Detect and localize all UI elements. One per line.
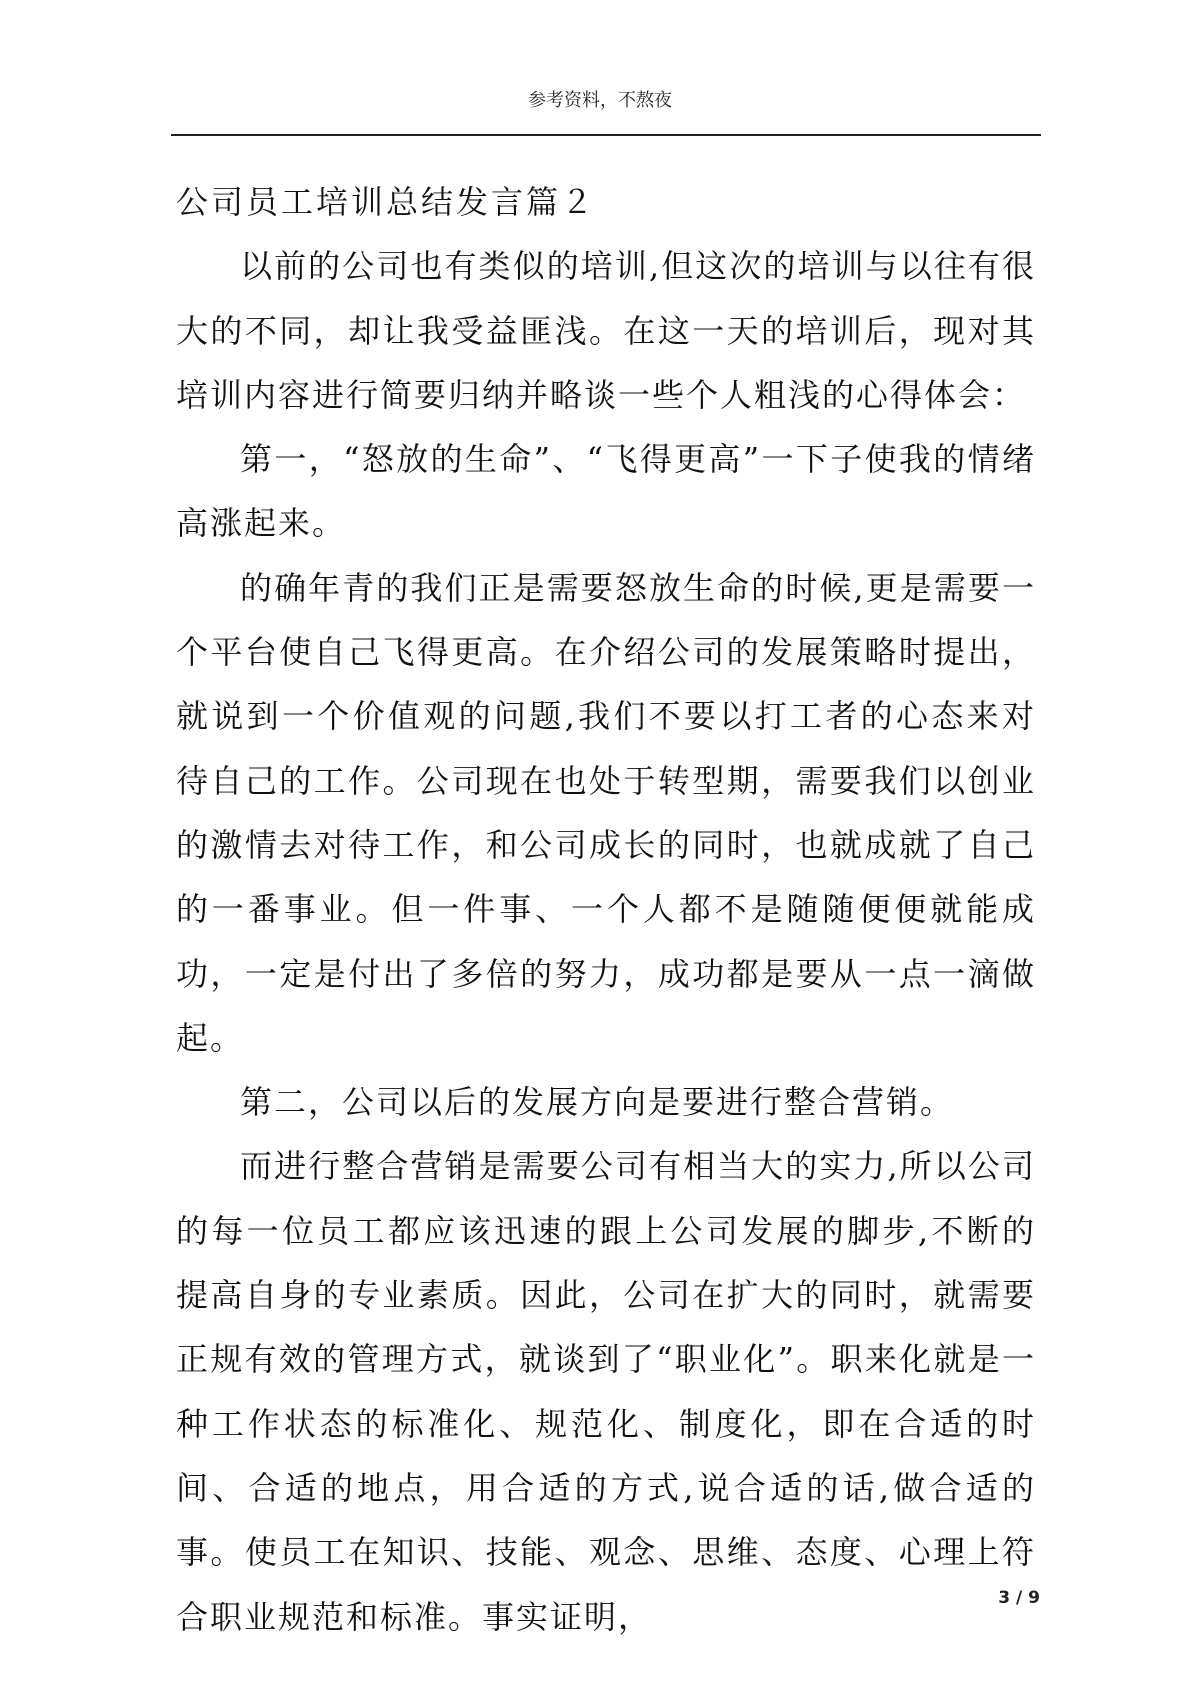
paragraph-2: 第一，“怒放的生命”、“飞得更高”一下子使我的情绪高涨起来。 <box>176 440 1036 543</box>
document-body <box>176 170 1036 1649</box>
paragraph-1: 以前的公司也有类似的培训,但这次的培训与以往有很大的不同，却让我受益匪浅。在这一天的培训后，现对其培训内容进行简要归纳并略谈一些个人粗浅的心得体会： <box>176 247 1036 414</box>
page-number: 3 / 9 <box>998 1588 1040 1608</box>
paragraph-3: 的确年青的我们正是需要怒放生命的时候,更是需要一个平台使自己飞得更高。在介绍公司的发展策略时提出，就说到一个价值观的问题,我们不要以打工者的心态来对待自己的工作。公司现在也处于转型期，需要我们以创业的激情去对待工作，和公司成长的同时，也就成就了自己的一番事业。但一件事、一个人都不是随随便便就能成功，一定是付出了多倍的努力，成功都是要从一点一滴做起。 <box>176 568 1036 1057</box>
paragraph-4: 第二，公司以后的发展方向是要进行整合营销。 <box>240 1083 955 1122</box>
page-header: 参考资料，不熬夜 <box>528 90 672 111</box>
document-title: 公司员工培训总结发言篇２ <box>176 183 597 221</box>
header-divider <box>171 134 1041 136</box>
paragraph-5: 而进行整合营销是需要公司有相当大的实力,所以公司的每一位员工都应该迅速的跟上公司发展的脚步,不断的提高自身的专业素质。因此，公司在扩大的同时，就需要正规有效的管理方式，就谈到了“职业化”。职来化就是一种工作状态的标准化、规范化、制度化，即在合适的时间、合适的地点，用合适的方式,说合适的话,做合适的事。使员工在知识、技能、观念、思维、态度、心理上符合职业规范和标准。事实证明， <box>176 1147 1036 1636</box>
